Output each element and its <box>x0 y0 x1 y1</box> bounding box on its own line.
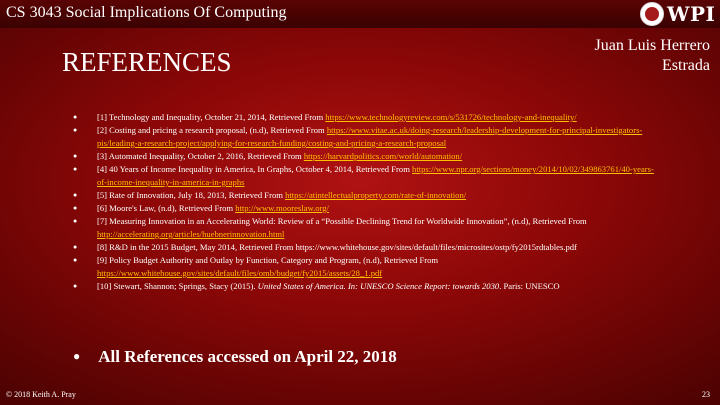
reference-link[interactable]: https://www.whitehouse.gov/sites/default/files/omb/budget/fy2015/assets/28_1.pdf <box>97 268 383 278</box>
reference-text: [5] Rate of Innovation, July 18, 2013, Retrieved From <box>97 190 286 200</box>
reference-link[interactable]: https://atintellectualproperty.com/rate-of-innovation/ <box>285 190 467 200</box>
reference-item <box>73 163 663 189</box>
reference-link[interactable]: http://www.mooreslaw.org/ <box>235 203 329 213</box>
reference-item <box>73 150 663 163</box>
author-line-2: Estrada <box>662 57 710 74</box>
reference-item <box>73 124 663 150</box>
reference-link[interactable]: https://www.technologyreview.com/s/531726/technology-and-inequality/ <box>325 112 577 122</box>
reference-text: [3] Automated Inequality, October 2, 2016, Retrieved From <box>97 151 304 161</box>
reference-link[interactable]: http://accelerating.org/articles/huebnerinnovation.html <box>97 229 285 239</box>
reference-publisher: . Paris: UNESCO <box>499 281 560 291</box>
reference-item <box>73 189 663 202</box>
final-note <box>73 347 397 367</box>
seal-icon <box>640 2 664 26</box>
bullet-icon: ● <box>73 349 81 363</box>
reference-text: [10] Stewart, Shannon; Springs, Stacy (2015). <box>97 281 258 291</box>
reference-item <box>73 202 663 215</box>
reference-text: [2] Costing and pricing a research proposal, (n.d), Retrieved From <box>97 125 327 135</box>
references-list <box>73 111 663 293</box>
reference-link[interactable]: https://www.vitae.ac.uk/doing-research/leadership-development-for-principal-investigators-pis/leading-a-research-project/applying-for-research-funding/costing-and-pricing-a-research-proposal <box>97 125 643 148</box>
reference-text: [6] Moore's Law, (n.d), Retrieved From <box>97 203 236 213</box>
reference-text: [7] Measuring Innovation in an Accelerating World: Review of a “Possible Declining Trend for Worldwide Innovation”, (n.d), Retrieved From <box>97 216 587 226</box>
reference-text: [8] R&D in the 2015 Budget, May 2014, Retrieved From https://www.whitehouse.gov/sites/default/files/microsites/ostp/fy2015rdtables.pdf <box>97 242 577 252</box>
footer-copyright: © 2018 Keith A. Pray <box>6 390 76 399</box>
logo-text: WPI <box>667 2 716 26</box>
reference-item <box>73 241 663 254</box>
reference-item <box>73 280 663 293</box>
header-bar <box>0 0 720 28</box>
slide-title: REFERENCES <box>62 47 232 77</box>
author-name <box>594 36 710 76</box>
reference-item <box>73 254 663 280</box>
reference-item <box>73 111 663 124</box>
wpi-logo <box>640 2 720 28</box>
reference-text: [1] Technology and Inequality, October 21, 2014, Retrieved From <box>97 112 326 122</box>
reference-link[interactable]: https://www.npr.org/sections/money/2014/10/02/349863761/40-years-of-income-inequality-in-america-in-graphs <box>97 164 654 187</box>
reference-text: [9] Policy Budget Authority and Outlay by Function, Category and Program, (n.d), Retrieved From <box>97 255 439 265</box>
author-line-1: Juan Luis Herrero <box>594 37 710 54</box>
reference-item <box>73 215 663 241</box>
final-note-text: All References accessed on April 22, 2018 <box>98 347 397 366</box>
reference-link[interactable]: https://harvardpolitics.com/world/automation/ <box>303 151 463 161</box>
course-title: CS 3043 Social Implications Of Computing <box>6 4 287 21</box>
reference-text: [4] 40 Years of Income Inequality in America, In Graphs, October 4, 2014, Retrieved From <box>97 164 413 174</box>
page-number: 23 <box>702 390 710 399</box>
reference-title: United States of America. In: UNESCO Science Report: towards 2030 <box>257 281 500 291</box>
